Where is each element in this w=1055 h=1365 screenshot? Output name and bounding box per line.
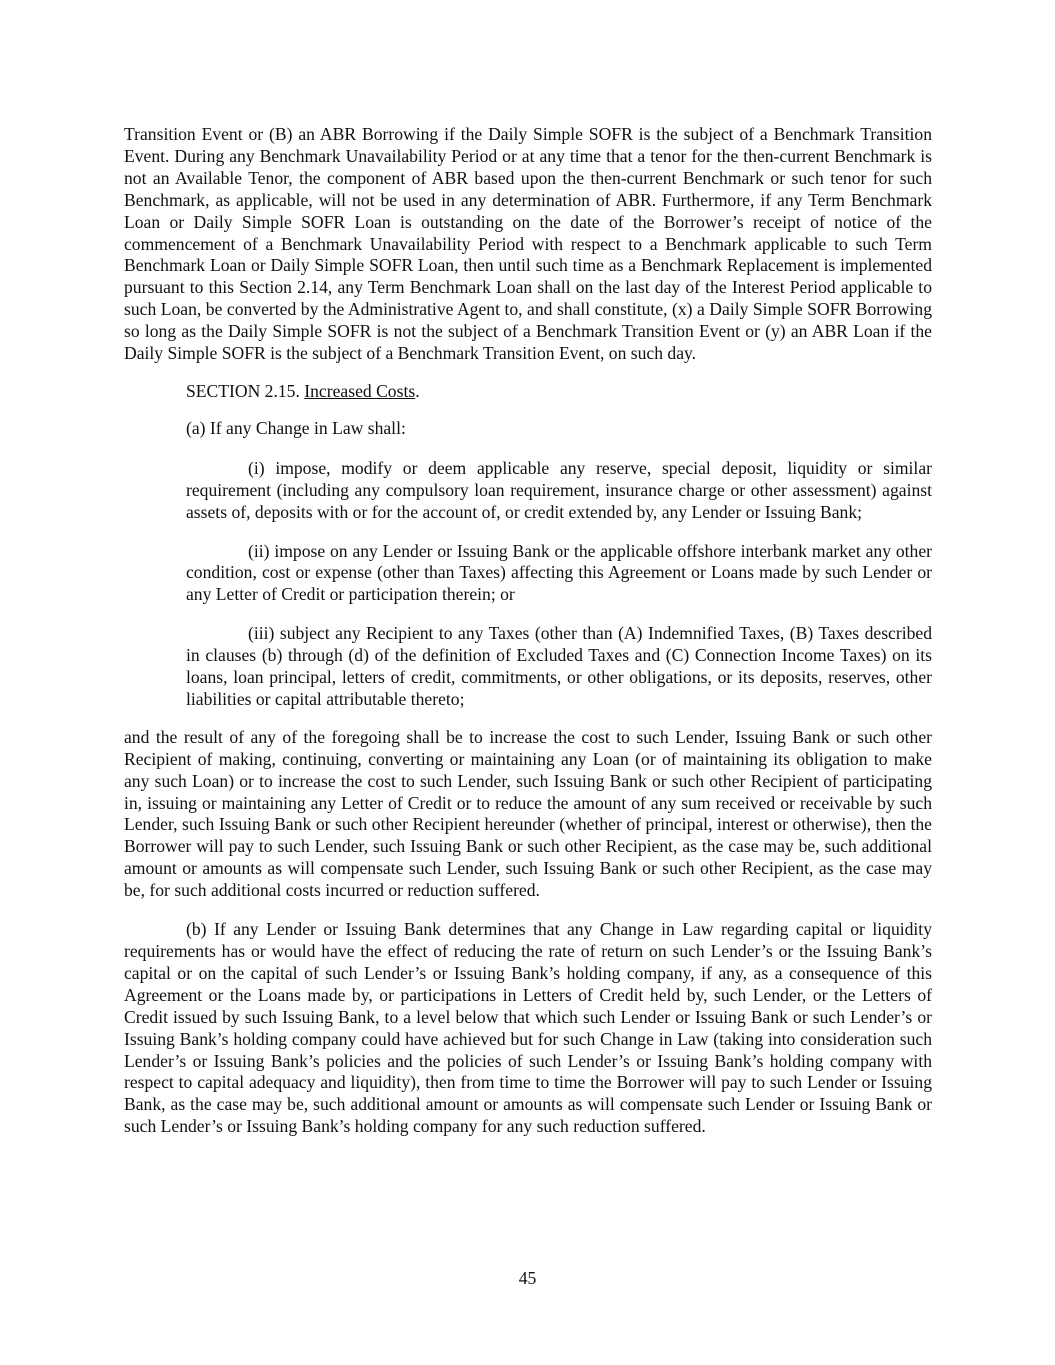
subclause-i: (i) impose, modify or deem applicable any reserve, special deposit, liquidity or similar requirement (including any compulsory loan requirement, insurance charge or other assessment) against assets of, deposits with or for the account of, or credit extended by, any Lender or Issuing Bank; — [186, 457, 932, 522]
section-heading — [124, 381, 932, 403]
page-number: 45 — [518, 1268, 537, 1288]
document-page — [124, 124, 932, 1138]
section-title-period: . — [415, 380, 420, 401]
section-number: SECTION 2.15. — [186, 380, 300, 401]
continuation-paragraph: Transition Event or (B) an ABR Borrowing if the Daily Simple SOFR is the subject of a Benchmark Transition Event. During any Benchmark Unavailability Period or at any time that a tenor for the then-current Benchmark is not an Available Tenor, the component of ABR based upon the then-current Benchmark or such tenor for such Benchmark, as applicable, will not be used in any determination of ABR. Furthermore, if any Term Benchmark Loan or Daily Simple SOFR Loan is outstanding on the date of the Borrower’s receipt of notice of the commencement of a Benchmark Unavailability Period with respect to a Benchmark applicable to such Term Benchmark Loan or Daily Simple SOFR Loan, then until such time as a Benchmark Replacement is implemented pursuant to this Section 2.14, any Term Benchmark Loan shall on the last day of the Interest Period applicable to such Loan, be converted by the Administrative Agent to, and shall constitute, (x) a Daily Simple SOFR Borrowing so long as the Daily Simple SOFR is not the subject of a Benchmark Transition Event or (y) an ABR Loan if the Daily Simple SOFR is the subject of a Benchmark Transition Event, on such day. — [124, 124, 932, 364]
subclause-ii: (ii) impose on any Lender or Issuing Bank or the applicable offshore interbank market any other condition, cost or expense (other than Taxes) affecting this Agreement or Loans made by such Lender or any Letter of Credit or participation therein; or — [186, 540, 932, 605]
section-title: Increased Costs — [304, 380, 416, 401]
clause-a-intro: (a) If any Change in Law shall: — [186, 417, 406, 438]
clause-b: (b) If any Lender or Issuing Bank determines that any Change in Law regarding capital or liquidity requirements has or would have the effect of reducing the rate of return on such Lender’s or the Issuing Bank’s capital or on the capital of such Lender’s or Issuing Bank’s holding company, if any, as a consequence of this Agreement or the Loans made by, or participations in Letters of Credit held by, such Lender, or the Letters of Credit issued by such Issuing Bank, to a level below that which such Lender or Issuing Bank or such Lender’s or Issuing Bank’s holding company could have achieved but for such Change in Law (taking into consideration such Lender’s or Issuing Bank’s policies and the policies of such Lender’s or Issuing Bank’s holding company with respect to capital adequacy and liquidity), then from time to time the Borrower will pay to such Lender or Issuing Bank, as the case may be, such additional amount or amounts as will compensate such Lender or Issuing Bank or such Lender’s or Issuing Bank’s holding company for any such reduction suffered. — [124, 919, 932, 1137]
subclause-iii: (iii) subject any Recipient to any Taxes (other than (A) Indemnified Taxes, (B) Taxes described in clauses (b) through (d) of the definition of Excluded Taxes and (C) Connection Income Taxes) on its loans, loan principal, letters of credit, commitments, or other obligations, or its deposits, reserves, other liabilities or capital attributable thereto; — [186, 623, 932, 709]
clause-a-result: and the result of any of the foregoing shall be to increase the cost to such Lender, Issuing Bank or such other Recipient of making, continuing, converting or maintaining any Loan (or of maintaining its obligation to make any such Loan) or to increase the cost to such Lender, such Issuing Bank or such other Recipient of participating in, issuing or maintaining any Letter of Credit or to reduce the amount of any sum received or receivable by such Lender, such Issuing Bank or such other Recipient hereunder (whether of principal, interest or otherwise), then the Borrower will pay to such Lender, such Issuing Bank or such other Recipient, as the case may be, such additional amount or amounts as will compensate such Lender, such Issuing Bank or such other Recipient, as the case may be, for such additional costs incurred or reduction suffered. — [124, 726, 932, 901]
